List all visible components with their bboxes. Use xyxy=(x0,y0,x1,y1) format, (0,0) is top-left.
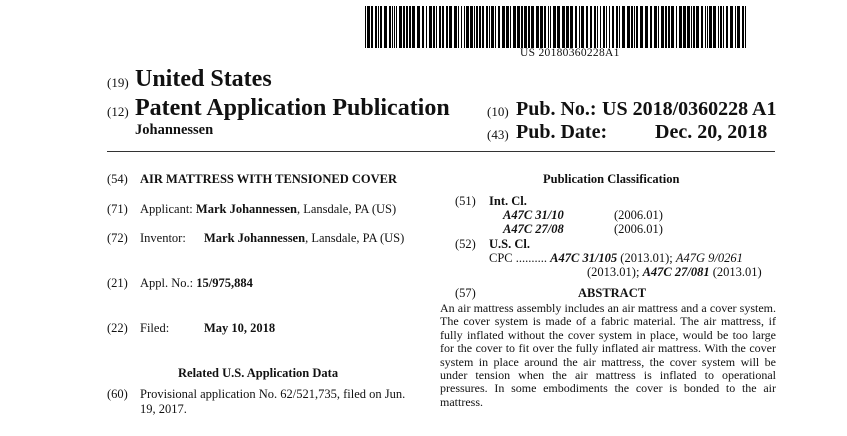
barcode-bar xyxy=(553,6,556,48)
barcode-bar xyxy=(517,6,520,48)
uscl-code: (52) xyxy=(455,237,476,251)
barcode-bar xyxy=(548,6,549,48)
barcode-bar xyxy=(384,6,387,48)
barcode-bar xyxy=(389,6,391,48)
barcode-bar xyxy=(597,6,598,48)
barcode-bar xyxy=(720,6,722,48)
country: United States xyxy=(135,66,272,92)
barcode-bar xyxy=(367,6,370,48)
barcode-bar xyxy=(394,6,395,48)
barcode-bar xyxy=(544,6,546,48)
barcode-bar xyxy=(640,6,643,48)
barcode-bar xyxy=(570,6,573,48)
barcode xyxy=(365,6,750,48)
barcode-bar xyxy=(417,6,420,48)
barcode-bar xyxy=(479,6,481,48)
barcode-bar xyxy=(627,6,630,48)
barcode-bar xyxy=(474,6,475,48)
barcode-bar xyxy=(375,6,377,48)
inventor-name: Mark Johannessen xyxy=(204,231,306,245)
provisional-line-1: Provisional application No. 62/521,735, filed on Jun. xyxy=(140,387,406,401)
barcode-bar xyxy=(709,6,712,48)
barcode-bar xyxy=(654,6,657,48)
barcode-bar xyxy=(658,6,659,48)
barcode-bar xyxy=(498,6,500,48)
barcode-bar xyxy=(550,6,551,48)
barcode-bar xyxy=(510,6,511,48)
barcode-bar xyxy=(371,6,373,48)
barcode-bar xyxy=(713,6,716,48)
appl-label: Appl. No.: xyxy=(140,276,194,290)
cpc-class-3-date: (2013.01) xyxy=(709,265,762,279)
barcode-bar xyxy=(691,6,692,48)
barcode-bar xyxy=(422,6,424,48)
barcode-bar xyxy=(536,6,539,48)
inventor-line xyxy=(204,231,404,246)
appl-number: 15/975,884 xyxy=(196,276,253,290)
barcode-bar xyxy=(619,6,620,48)
cpc-class-2: A47G 9/0261 xyxy=(675,251,743,265)
barcode-bar xyxy=(645,6,648,48)
inventor-code: (72) xyxy=(107,231,128,245)
barcode-bar xyxy=(661,6,664,48)
pub-date-value: Dec. 20, 2018 xyxy=(655,121,768,143)
barcode-bar xyxy=(745,6,746,48)
barcode-bar xyxy=(742,6,744,48)
cpc-class-1-date: (2013.01); xyxy=(617,251,676,265)
barcode-bar xyxy=(594,6,596,48)
applicant-code: (71) xyxy=(107,202,128,216)
barcode-bar xyxy=(718,6,719,48)
barcode-bar xyxy=(600,6,601,48)
barcode-bar xyxy=(528,6,530,48)
barcode-bar xyxy=(464,6,465,48)
barcode-bar xyxy=(426,6,427,48)
barcode-bar xyxy=(461,6,462,48)
barcode-bar xyxy=(609,6,610,48)
barcode-bar xyxy=(412,6,415,48)
barcode-bar xyxy=(730,6,733,48)
barcode-bar xyxy=(631,6,633,48)
intcl-code: (51) xyxy=(455,194,476,208)
intcl-label: Int. Cl. xyxy=(489,194,527,208)
title-code: (54) xyxy=(107,172,128,186)
barcode-bar xyxy=(495,6,496,48)
uscl-label: U.S. Cl. xyxy=(489,237,530,251)
inventor-label: Inventor: xyxy=(140,231,186,245)
barcode-bar xyxy=(696,6,699,48)
barcode-bar xyxy=(683,6,686,48)
intcl-class-2: A47C 27/08 xyxy=(503,222,564,236)
barcode-bar xyxy=(380,6,382,48)
barcode-bar xyxy=(606,6,607,48)
barcode-bar xyxy=(668,6,670,48)
barcode-bar xyxy=(396,6,397,48)
intcl-class-2-date: (2006.01) xyxy=(614,222,663,236)
filed-code: (22) xyxy=(107,321,128,335)
barcode-bar xyxy=(735,6,736,48)
provisional-line-2: 19, 2017. xyxy=(140,402,187,416)
intcl-class-1: A47C 31/10 xyxy=(503,208,564,222)
cpc-class-3: A47C 27/081 xyxy=(642,265,710,279)
barcode-bar xyxy=(521,6,523,48)
barcode-bar xyxy=(557,6,560,48)
barcode-bar xyxy=(433,6,435,48)
barcode-bar xyxy=(513,6,516,48)
barcode-bar xyxy=(636,6,638,48)
barcode-bar xyxy=(446,6,448,48)
barcode-bar xyxy=(676,6,677,48)
barcode-bar xyxy=(679,6,682,48)
barcode-bar xyxy=(693,6,695,48)
pub-no-value: US 2018/0360228 A1 xyxy=(602,98,777,120)
barcode-bar xyxy=(622,6,625,48)
pub-no-label: Pub. No.: xyxy=(516,98,597,120)
barcode-bar xyxy=(566,6,569,48)
barcode-bar xyxy=(470,6,473,48)
barcode-bar xyxy=(707,6,708,48)
barcode-bar xyxy=(616,6,618,48)
barcode-bar xyxy=(403,6,405,48)
publication-type: Patent Application Publication xyxy=(135,95,450,121)
inventor-location: , Lansdale, PA (US) xyxy=(305,231,405,245)
barcode-bar xyxy=(687,6,690,48)
barcode-bar xyxy=(502,6,505,48)
barcode-bar xyxy=(650,6,652,48)
intcl-class-1-date: (2006.01) xyxy=(614,208,663,222)
applicant-name: Mark Johannessen xyxy=(195,202,297,216)
barcode-bar xyxy=(737,6,740,48)
barcode-bar xyxy=(409,6,411,48)
barcode-bar xyxy=(612,6,614,48)
barcode-bar xyxy=(531,6,534,48)
barcode-bar xyxy=(436,6,437,48)
barcode-bar xyxy=(705,6,706,48)
related-data-heading: Related U.S. Application Data xyxy=(178,366,339,380)
barcode-bar xyxy=(603,6,605,48)
barcode-bar xyxy=(540,6,543,48)
barcode-bar xyxy=(524,6,527,48)
cpc-line-2 xyxy=(587,265,762,280)
barcode-bar xyxy=(378,6,379,48)
appl-code: (21) xyxy=(107,276,128,290)
barcode-bar xyxy=(429,6,432,48)
pub-no-code: (10) xyxy=(487,104,509,119)
barcode-bar xyxy=(406,6,408,48)
barcode-bar xyxy=(365,6,366,48)
abstract-code: (57) xyxy=(455,286,476,300)
barcode-bar xyxy=(665,6,667,48)
barcode-bar xyxy=(726,6,728,48)
barcode-bar xyxy=(476,6,478,48)
cpc-class-1: A47C 31/105 xyxy=(550,251,618,265)
barcode-bar xyxy=(439,6,441,48)
applicant-location: , Lansdale, PA (US) xyxy=(296,202,397,216)
inventor-surname: Johannessen xyxy=(135,122,214,138)
country-code: (19) xyxy=(107,75,129,90)
barcode-bar xyxy=(482,6,484,48)
filed-date: May 10, 2018 xyxy=(204,321,276,335)
barcode-bar xyxy=(562,6,565,48)
classification-heading: Publication Classification xyxy=(543,172,680,186)
filed-label: Filed: xyxy=(140,321,170,335)
barcode-bar xyxy=(634,6,635,48)
barcode-bar xyxy=(392,6,393,48)
cpc-line-2-date: (2013.01); xyxy=(587,265,643,279)
barcode-bar xyxy=(590,6,592,48)
abstract-heading: ABSTRACT xyxy=(578,286,647,300)
barcode-bar xyxy=(701,6,703,48)
provisional-code: (60) xyxy=(107,387,128,401)
barcode-bar xyxy=(723,6,724,48)
barcode-bar xyxy=(458,6,459,48)
barcode-bar xyxy=(579,6,580,48)
barcode-bar xyxy=(575,6,577,48)
pub-date-label: Pub. Date: xyxy=(516,121,608,143)
barcode-number: US 20180360228A1 xyxy=(520,47,620,59)
barcode-bar xyxy=(466,6,469,48)
cpc-line-1 xyxy=(489,251,743,266)
cpc-label: CPC .......... xyxy=(489,251,548,265)
pub-type-code: (12) xyxy=(107,104,129,119)
applicant-line xyxy=(140,202,396,217)
header-divider xyxy=(107,151,775,152)
barcode-bar xyxy=(486,6,488,48)
barcode-bar xyxy=(449,6,452,48)
applicant-label: Applicant: xyxy=(140,202,193,216)
barcode-bar xyxy=(586,6,588,48)
invention-title: AIR MATTRESS WITH TENSIONED COVER xyxy=(140,172,398,186)
barcode-bar xyxy=(506,6,509,48)
appl-line xyxy=(140,276,253,291)
barcode-bar xyxy=(671,6,674,48)
barcode-bar xyxy=(399,6,402,48)
barcode-bar xyxy=(454,6,457,48)
pub-date-code: (43) xyxy=(487,127,509,142)
barcode-bar xyxy=(442,6,444,48)
barcode-bar xyxy=(581,6,584,48)
barcode-bar xyxy=(491,6,494,48)
abstract-text: An air mattress assembly includes an air mattress and a cover system. The cover system is made of a fabric material. The air mattress, if fully inflated without the cover system in place, would be too large for the cover to fit over the fully inflated air mattress. With the cover system in place around the air mattress, the cover system will be under tension when the air mattress is inflated to operational pressures. In some embodiments the cover is bonded to the air mattress. xyxy=(440,301,776,409)
barcode-bar xyxy=(489,6,490,48)
